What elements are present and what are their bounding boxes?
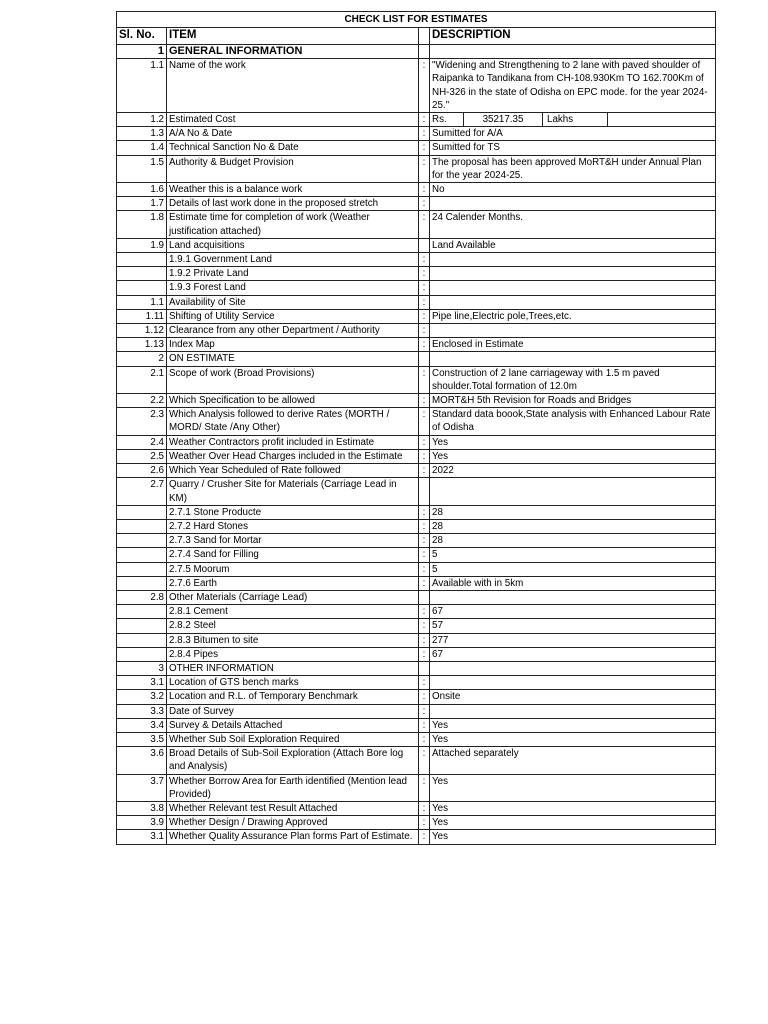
row-separator: : [419,801,430,815]
row-separator: : [419,816,430,830]
row-description: No [430,183,716,197]
row-description: Onsite [430,690,716,704]
table-row [117,197,716,211]
row-description: Standard data boook,State analysis with Enhanced Labour Rate of Odisha [430,408,716,435]
section-row [117,352,716,366]
table-row [117,801,716,815]
row-item: Which Analysis followed to derive Rates (MORTH / MORD/ State /Any Other) [167,408,419,435]
table-row [117,338,716,352]
row-item: Other Materials (Carriage Lead) [167,590,419,604]
row-description: Yes [430,830,716,844]
row-description: MORT&H 5th Revision for Roads and Bridges [430,394,716,408]
row-description: The proposal has been approved MoRT&H under Annual Plan for the year 2024-25. [430,155,716,182]
row-separator: : [419,253,430,267]
table-row [117,747,716,774]
row-separator: : [419,324,430,338]
row-description: Enclosed in Estimate [430,338,716,352]
header-separator [419,28,430,45]
estimated-cost-cells [432,113,713,126]
row-separator: : [419,338,430,352]
row-description: Yes [430,718,716,732]
row-item: Details of last work done in the proposed stretch [167,197,419,211]
row-description: 5 [430,548,716,562]
row-item: Estimate time for completion of work (Weather justification attached) [167,211,419,238]
row-number [117,519,167,533]
table-row [117,704,716,718]
row-item: Survey & Details Attached [167,718,419,732]
row-number [117,534,167,548]
row-item: 2.8.2 Steel [167,619,419,633]
row-item: Whether Relevant test Result Attached [167,801,419,815]
row-separator: : [419,633,430,647]
row-description: 5 [430,562,716,576]
row-description: Land Available [430,238,716,252]
table-row [117,464,716,478]
row-number: 1.2 [117,113,167,127]
table-row [117,449,716,463]
row-separator: : [419,732,430,746]
row-item: Land acquisitions [167,238,419,252]
row-separator: : [419,562,430,576]
row-number [117,576,167,590]
row-separator: : [419,141,430,155]
row-number: 1.5 [117,155,167,182]
table-row [117,647,716,661]
row-separator: : [419,464,430,478]
row-item: Weather Over Head Charges included in the Estimate [167,449,419,463]
row-separator: : [419,408,430,435]
row-item: Weather Contractors profit included in Estimate [167,435,419,449]
table-row [117,155,716,182]
table-row [117,633,716,647]
row-item: Name of the work [167,59,419,113]
row-item: GENERAL INFORMATION [167,45,419,59]
row-description: Pipe line,Electric pole,Trees,etc. [430,309,716,323]
row-description [430,704,716,718]
row-description [430,478,716,505]
row-description: 277 [430,633,716,647]
table-row [117,690,716,704]
row-number [117,647,167,661]
row-separator: : [419,690,430,704]
row-description [430,676,716,690]
table-row [117,127,716,141]
table-row [117,830,716,844]
row-item: 2.8.3 Bitumen to site [167,633,419,647]
row-description [430,590,716,604]
row-separator: : [419,548,430,562]
row-description: Construction of 2 lane carriageway with 1.5 m paved shoulder.Total formation of 12.0m [430,366,716,393]
row-separator: : [419,619,430,633]
row-number: 3.8 [117,801,167,815]
row-description: Sumitted for TS [430,141,716,155]
row-description [430,45,716,59]
table-row [117,576,716,590]
row-item: 2.8.1 Cement [167,605,419,619]
row-number: 2.1 [117,366,167,393]
row-number: 1.6 [117,183,167,197]
row-item: Location and R.L. of Temporary Benchmark [167,690,419,704]
row-number [117,505,167,519]
table-row [117,309,716,323]
header-row [117,28,716,45]
row-separator: : [419,394,430,408]
row-separator: : [419,127,430,141]
row-item: Estimated Cost [167,113,419,127]
row-number: 1.9 [117,238,167,252]
table-row [117,816,716,830]
table-row [117,718,716,732]
row-description: 2022 [430,464,716,478]
row-item: 2.7.1 Stone Producte [167,505,419,519]
row-number: 2 [117,352,167,366]
row-separator: : [419,534,430,548]
row-description: 28 [430,519,716,533]
checklist-sheet [116,11,715,845]
row-item: Whether Design / Drawing Approved [167,816,419,830]
row-separator: : [419,183,430,197]
row-number: 1 [117,45,167,59]
table-row [117,505,716,519]
table-row [117,605,716,619]
row-separator: : [419,113,430,127]
row-description [430,324,716,338]
row-number: 2.7 [117,478,167,505]
table-row [117,211,716,238]
row-item: 2.8.4 Pipes [167,647,419,661]
row-item: A/A No & Date [167,127,419,141]
row-separator: : [419,830,430,844]
row-number: 2.4 [117,435,167,449]
row-separator: : [419,519,430,533]
row-number [117,562,167,576]
row-number: 3.9 [117,816,167,830]
row-description [430,352,716,366]
row-separator [419,661,430,675]
table-row [117,267,716,281]
row-number: 3.7 [117,774,167,801]
row-description [430,281,716,295]
row-item: 1.9.1 Government Land [167,253,419,267]
row-description: 67 [430,605,716,619]
row-item: Whether Quality Assurance Plan forms Part of Estimate. [167,830,419,844]
row-separator: : [419,576,430,590]
cost-value: 35217.35 [464,113,543,126]
row-number: 1.4 [117,141,167,155]
row-separator [419,352,430,366]
row-separator: : [419,676,430,690]
row-description [430,253,716,267]
row-separator: : [419,295,430,309]
row-number: 3.1 [117,830,167,844]
header-item: ITEM [167,28,419,45]
row-number: 3.6 [117,747,167,774]
row-number: 3.5 [117,732,167,746]
row-number [117,619,167,633]
row-description: 67 [430,647,716,661]
row-number: 2.5 [117,449,167,463]
row-item: Whether Sub Soil Exploration Required [167,732,419,746]
row-description: Attached separately [430,747,716,774]
row-separator: : [419,366,430,393]
row-item: Broad Details of Sub-Soil Exploration (Attach Bore log and Analysis) [167,747,419,774]
table-row [117,534,716,548]
row-separator: : [419,747,430,774]
row-item: Which Year Scheduled of Rate followed [167,464,419,478]
row-item: 2.7.5 Moorum [167,562,419,576]
row-number [117,605,167,619]
row-description [430,113,716,127]
row-separator [419,478,430,505]
row-number: 1.3 [117,127,167,141]
table-row [117,113,716,127]
row-number: 1.7 [117,197,167,211]
row-item: 2.7.4 Sand for Filling [167,548,419,562]
section-row [117,45,716,59]
table-row [117,562,716,576]
row-description: Sumitted for A/A [430,127,716,141]
row-number: 2.2 [117,394,167,408]
row-description: 28 [430,505,716,519]
table-row [117,59,716,113]
row-item: Index Map [167,338,419,352]
page-title: CHECK LIST FOR ESTIMATES [117,12,716,28]
row-number [117,633,167,647]
row-number: 1.8 [117,211,167,238]
table-row [117,394,716,408]
row-number: 2.3 [117,408,167,435]
row-number: 1.1 [117,59,167,113]
row-number [117,267,167,281]
row-number: 3.3 [117,704,167,718]
row-separator: : [419,309,430,323]
row-separator [419,590,430,604]
row-separator: : [419,505,430,519]
row-separator: : [419,211,430,238]
row-separator: : [419,774,430,801]
table-row [117,281,716,295]
row-item: Date of Survey [167,704,419,718]
row-number [117,548,167,562]
cost-currency: Rs. [432,113,464,126]
row-description: Yes [430,449,716,463]
row-description: Yes [430,435,716,449]
table-row [117,435,716,449]
table-row [117,732,716,746]
row-separator: : [419,59,430,113]
row-item: Clearance from any other Department / Authority [167,324,419,338]
table-row [117,619,716,633]
row-separator: : [419,605,430,619]
row-separator: : [419,197,430,211]
header-sl-no: Sl. No. [117,28,167,45]
row-number: 3.1 [117,676,167,690]
row-item: 1.9.3 Forest Land [167,281,419,295]
row-item: Availability of Site [167,295,419,309]
row-description: 57 [430,619,716,633]
table-row [117,366,716,393]
row-separator: : [419,718,430,732]
row-item: 1.9.2 Private Land [167,267,419,281]
title-row [117,12,716,28]
cost-unit: Lakhs [543,113,608,126]
row-number: 1.12 [117,324,167,338]
row-description: 24 Calender Months. [430,211,716,238]
row-number [117,253,167,267]
row-item: 2.7.6 Earth [167,576,419,590]
row-item: Authority & Budget Provision [167,155,419,182]
row-description: Yes [430,732,716,746]
table-row [117,324,716,338]
row-item: Scope of work (Broad Provisions) [167,366,419,393]
row-number: 3 [117,661,167,675]
table-row [117,408,716,435]
row-number: 1.1 [117,295,167,309]
row-separator [419,238,430,252]
row-separator: : [419,647,430,661]
row-description: Yes [430,774,716,801]
row-item: Which Specification to be allowed [167,394,419,408]
row-item: 2.7.2 Hard Stones [167,519,419,533]
section-row [117,590,716,604]
row-separator [419,45,430,59]
section-row [117,661,716,675]
row-item: 2.7.3 Sand for Mortar [167,534,419,548]
row-item: Technical Sanction No & Date [167,141,419,155]
row-item: Shifting of Utility Service [167,309,419,323]
table-row [117,295,716,309]
row-number: 1.13 [117,338,167,352]
row-item: Whether Borrow Area for Earth identified (Mention lead Provided) [167,774,419,801]
row-item: Weather this is a balance work [167,183,419,197]
table-row [117,519,716,533]
table-row [117,774,716,801]
row-separator: : [419,281,430,295]
row-separator: : [419,449,430,463]
row-separator: : [419,267,430,281]
row-description: "Widening and Strengthening to 2 lane with paved shoulder of Raipanka to Tandikana from CH-108.930Km TO 162.700Km of NH-326 in the state of Odisha on EPC mode. for the year 2024-25." [430,59,716,113]
row-description: 28 [430,534,716,548]
row-description: Available with in 5km [430,576,716,590]
row-separator: : [419,435,430,449]
row-description [430,661,716,675]
row-description [430,267,716,281]
row-item: ON ESTIMATE [167,352,419,366]
row-item: Quarry / Crusher Site for Materials (Carriage Lead in KM) [167,478,419,505]
row-separator: : [419,155,430,182]
row-description [430,197,716,211]
table-row [117,676,716,690]
row-number [117,281,167,295]
table-row [117,183,716,197]
row-description: Yes [430,816,716,830]
row-separator: : [419,704,430,718]
row-item: OTHER INFORMATION [167,661,419,675]
header-description: DESCRIPTION [430,28,716,45]
section-row [117,478,716,505]
checklist-table [116,11,716,845]
row-number: 3.4 [117,718,167,732]
row-description: Yes [430,801,716,815]
table-row [117,141,716,155]
row-number: 3.2 [117,690,167,704]
row-description [430,295,716,309]
section-row [117,238,716,252]
row-number: 2.6 [117,464,167,478]
row-item: Location of GTS bench marks [167,676,419,690]
row-number: 2.8 [117,590,167,604]
table-row [117,548,716,562]
table-row [117,253,716,267]
row-number: 1.11 [117,309,167,323]
